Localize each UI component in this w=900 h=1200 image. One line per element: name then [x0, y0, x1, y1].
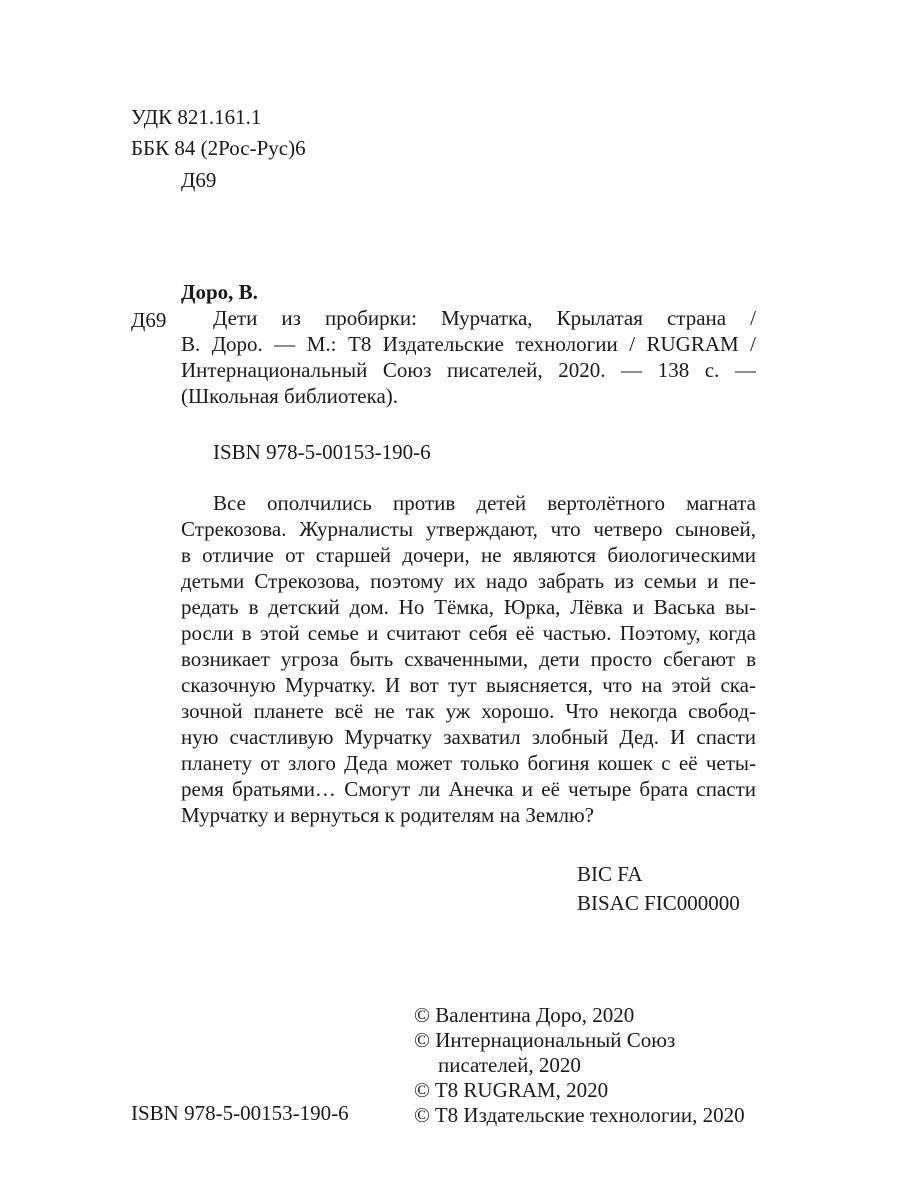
copyright-line: писателей, 2020 [438, 1053, 581, 1077]
author-heading: Доро, В. [181, 280, 258, 304]
author-mark-side: Д69 [131, 308, 167, 332]
annotation-line: возникает угроза быть схваченными, дети просто сбегают в [181, 647, 756, 671]
annotation-line: росли в этой семье и считают себя её частью. Поэтому, когда [181, 621, 756, 645]
annotation-line: детьми Стрекозова, поэтому их надо забрать из семьи и пе- [181, 569, 756, 593]
bic-code: BIC FA [577, 862, 643, 886]
annotation-line: Мурчатку и вернуться к родителям на Землю? [181, 803, 594, 827]
annotation-line: планету от злого Деда может только богиня кошек с её четы- [181, 751, 756, 775]
annotation-paragraph [181, 490, 756, 828]
bibliographic-line: (Школьная библиотека). [181, 384, 399, 408]
annotation-line: Все ополчились против детей вертолётного магната [213, 491, 756, 515]
copyright-line: © T8 RUGRAM, 2020 [414, 1078, 609, 1102]
bibliographic-line: Интернациональный Союз писателей, 2020. — 138 с. — [181, 358, 756, 382]
isbn-bottom: ISBN 978-5-00153-190-6 [131, 1101, 349, 1125]
isbn-record: ISBN 978-5-00153-190-6 [213, 440, 431, 464]
bibliographic-description [181, 305, 756, 409]
copyright-line: © Валентина Доро, 2020 [414, 1003, 635, 1027]
bibliographic-line: Дети из пробирки: Мурчатка, Крылатая страна / [213, 306, 756, 330]
bisac-code: BISAC FIC000000 [577, 891, 740, 915]
copyright-line: © T8 Издательские технологии, 2020 [414, 1103, 745, 1127]
annotation-line: в отличие от старшей дочери, не являются биологическими [181, 543, 756, 567]
copyright-block [414, 1003, 745, 1128]
bbk-code: ББК 84 (2Рос-Рус)6 [131, 136, 306, 160]
udk-code: УДК 821.161.1 [131, 105, 262, 129]
annotation-line: ную счастливую Мурчатку захватил злобный Дед. И спасти [181, 725, 756, 749]
annotation-line: зочной планете всё не так уж хорошо. Что некогда свобод- [181, 699, 756, 723]
annotation-line: Стрекозова. Журналисты утверждают, что четверо сыновей, [181, 517, 756, 541]
annotation-line: редать в детский дом. Но Тёмка, Юрка, Лёвка и Васька вы- [181, 595, 756, 619]
annotation-line: ремя братьями… Смогут ли Анечка и её четыре брата спасти [181, 777, 756, 801]
author-mark: Д69 [181, 168, 217, 192]
annotation-line: сказочную Мурчатку. И вот тут выясняется, что на этой ска- [181, 673, 756, 697]
bibliographic-line: В. Доро. — М.: T8 Издательские технологии / RUGRAM / [181, 332, 756, 356]
copyright-line: © Интернациональный Союз [414, 1028, 676, 1052]
